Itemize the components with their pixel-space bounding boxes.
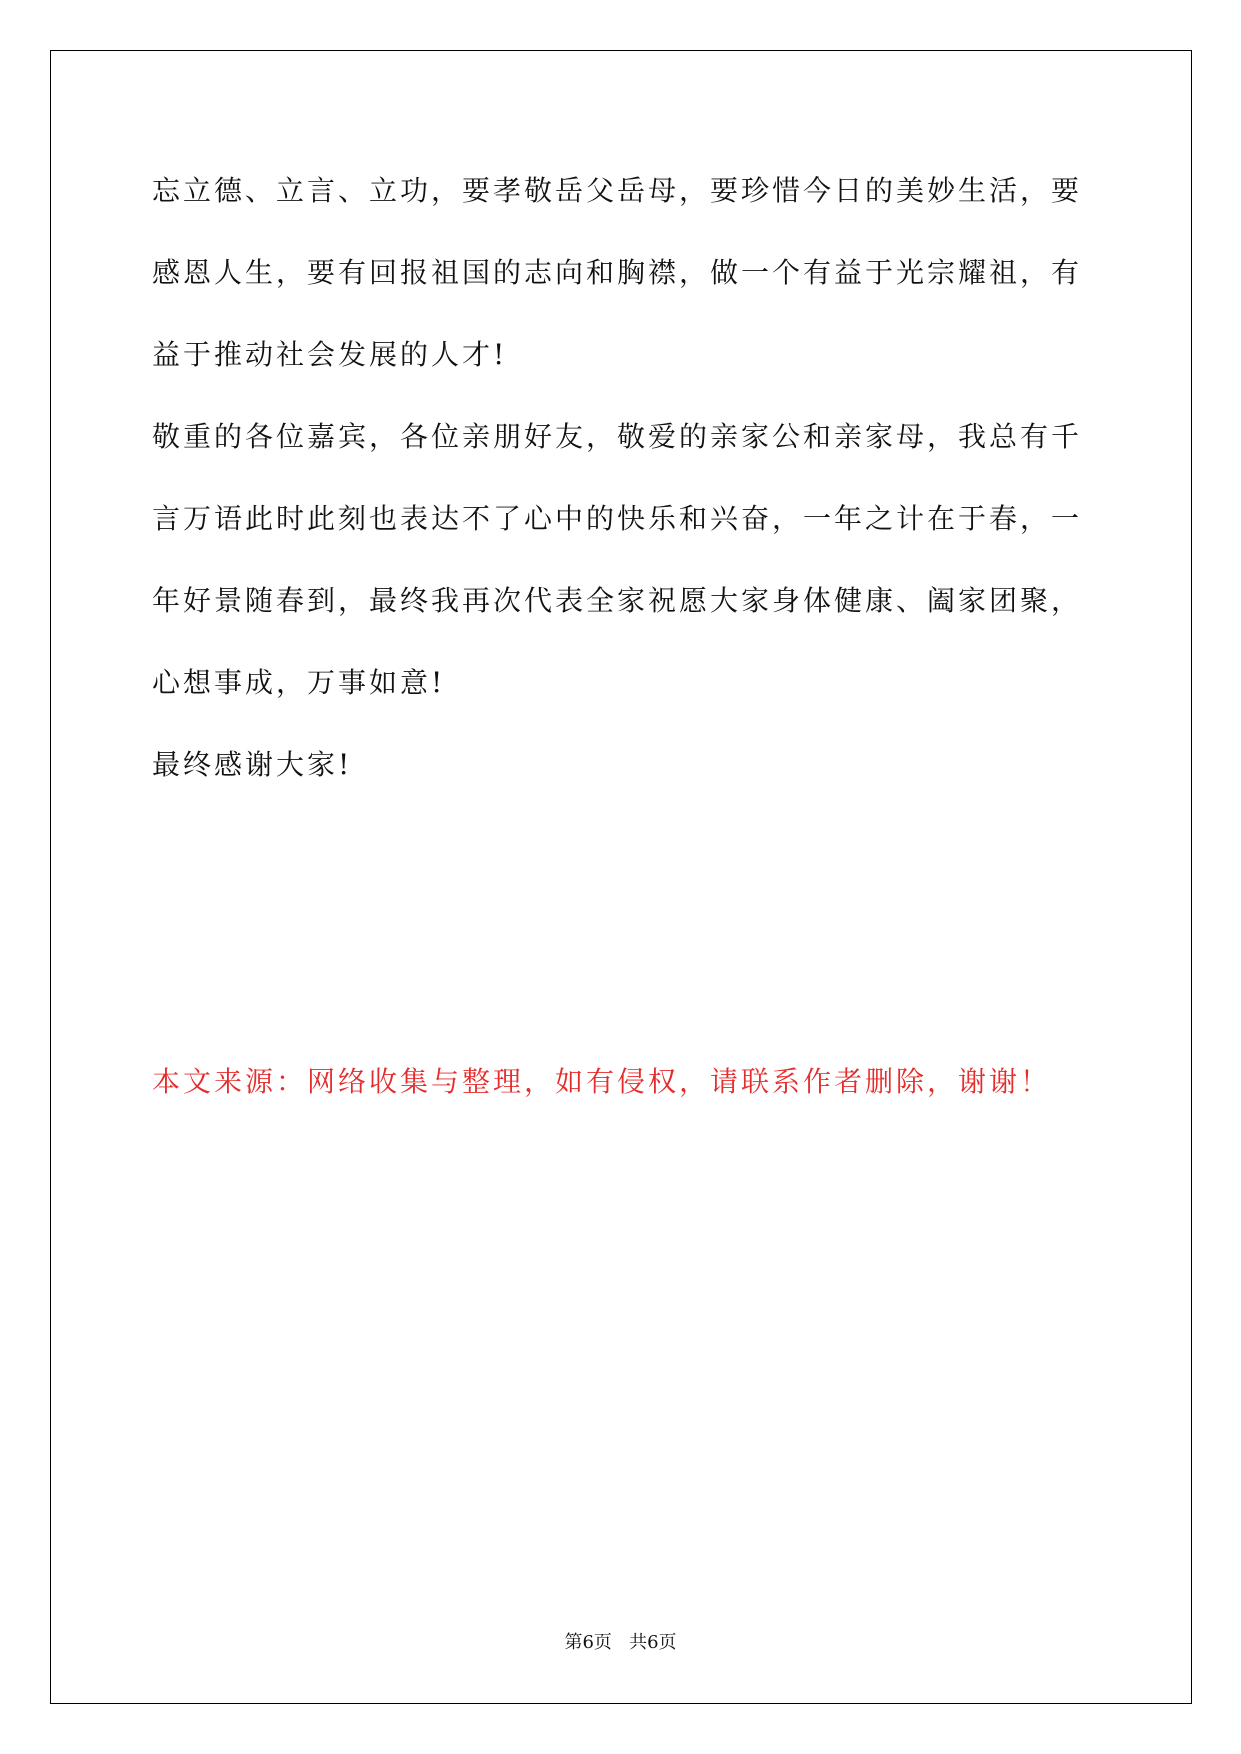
body-line: 心想事成，万事如意!: [152, 666, 446, 699]
source-note: 本文来源：网络收集与整理，如有侵权，请联系作者删除，谢谢！: [152, 1065, 1052, 1098]
body-line: 最终感谢大家!: [152, 748, 353, 781]
document-body: [152, 150, 1092, 806]
body-line: 感恩人生，要有回报祖国的志向和胸襟，做一个有益于光宗耀祖，有: [152, 256, 1083, 289]
body-line: 言万语此时此刻也表达不了心中的快乐和兴奋，一年之计在于春，一: [152, 502, 1083, 535]
body-line: 敬重的各位嘉宾，各位亲朋好友，敬爱的亲家公和亲家母，我总有千: [152, 420, 1083, 453]
body-line: 益于推动社会发展的人才!: [152, 338, 508, 371]
body-line: 年好景随春到，最终我再次代表全家祝愿大家身体健康、阖家团聚，: [152, 584, 1083, 617]
body-line: 忘立德、立言、立功，要孝敬岳父岳母，要珍惜今日的美妙生活，要: [152, 174, 1083, 207]
page-footer: 第6页 共6页: [564, 1632, 677, 1653]
